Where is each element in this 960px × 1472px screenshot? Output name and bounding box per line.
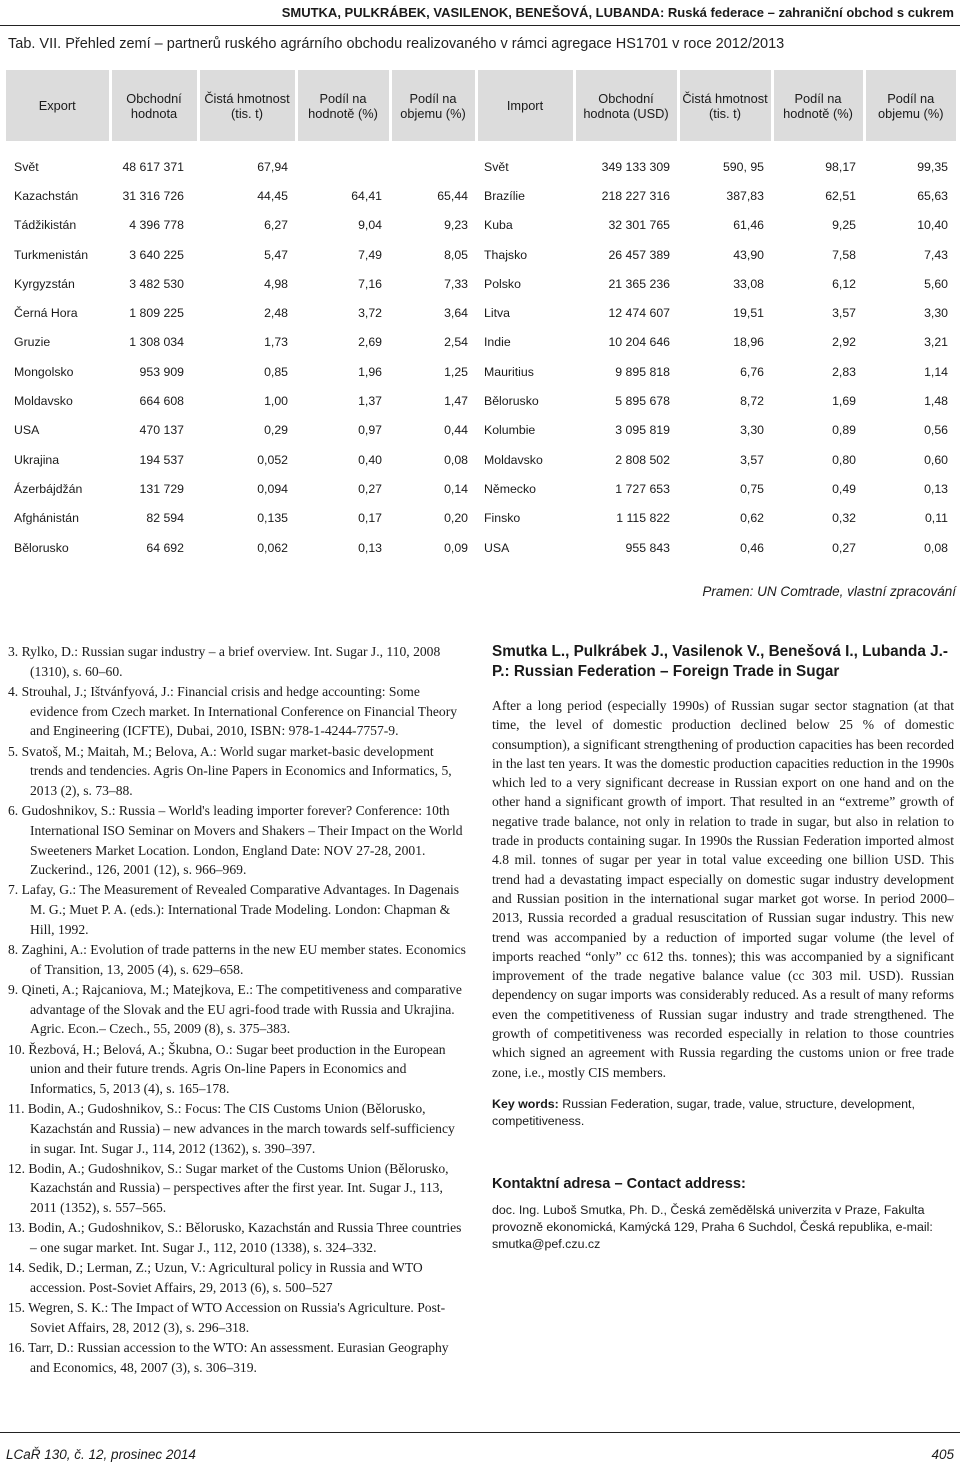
reference-item: 15. Wegren, S. K.: The Impact of WTO Accession on Russia's Agriculture. Post-Soviet Affairs, 28, 2012 (3), s. 296–318.	[8, 1300, 446, 1335]
table-cell: 0,49	[832, 481, 856, 496]
table-cell: Moldavsko	[484, 452, 543, 467]
table-cell: 2 808 502	[615, 452, 670, 467]
reference-item: 11. Bodin, A.; Gudoshnikov, S.: Focus: The CIS Customs Union (Bělorusko, Kazachstán and Russia) – new advances in the march towards self-sufficiency in sugar. Int. Sugar J., 114, 2012 (1362), s. 390–397.	[8, 1101, 455, 1156]
table-cell: Bělorusko	[484, 394, 539, 409]
table-cell: USA	[484, 540, 510, 555]
header-export-value: Obchodní hodnota	[110, 70, 198, 141]
table-cell: 349 133 309	[601, 159, 670, 174]
table-cell: 82 594	[146, 511, 184, 526]
table-cell: Svět	[14, 159, 39, 174]
table-cell: 3,57	[832, 306, 856, 321]
table-cell: 590, 95	[722, 159, 764, 174]
table-row	[6, 474, 956, 503]
table-cell: 0,062	[257, 540, 288, 555]
table-cell: 0,094	[257, 481, 288, 496]
table-cell: 953 909	[139, 364, 184, 379]
table-cell: 18,96	[733, 335, 764, 350]
table-cell: 1 809 225	[129, 306, 184, 321]
table-cell: 0,97	[358, 423, 382, 438]
table-cell: 0,052	[257, 452, 288, 467]
summary-title: Smutka L., Pulkrábek J., Vasilenok V., Benešová I., Lubanda J.-P.: Russian Federation – Foreign Trade in Sugar	[492, 643, 948, 680]
table-cell: 62,51	[825, 188, 856, 203]
header-export-volume-share: Podíl na objemu (%)	[390, 70, 476, 141]
table-cell: 43,90	[733, 247, 764, 262]
reference-item: 13. Bodin, A.; Gudoshnikov, S.: Bělorusko, Kazachstán and Russia Three countries – one sugar market. Int. Sugar J., 112, 2010 (1338), s. 324–332.	[8, 1220, 462, 1256]
reference-item: 6. Gudoshnikov, S.: Russia – World's leading importer forever? Conference: 10th International ISO Seminar on Movers and Shakers – Their Impact on the World Sweeteners Market Location. London, England Date: NOV 27-28, 2001. Zuckerind., 126, 2001 (12), s. 966–969.	[8, 803, 463, 878]
table-cell: 1,00	[264, 394, 288, 409]
table-row	[6, 328, 956, 357]
table-cell: Mongolsko	[14, 364, 74, 379]
reference-item: 5. Svatoš, M.; Maitah, M.; Belova, A.: World sugar market-basic development trends and tendencies. Agris On-line Papers in Economics and Informatics, 5, 2013 (2), s. 73–88.	[8, 743, 452, 798]
table-cell: Brazílie	[484, 188, 526, 203]
table-cell: 1,25	[444, 364, 468, 379]
table-cell: 0,17	[358, 511, 382, 526]
english-summary	[492, 642, 954, 1253]
table-cell: Polsko	[484, 276, 521, 291]
keywords-label: Key words:	[492, 1096, 559, 1111]
table-cell: 0,14	[444, 481, 468, 496]
summary-body: After a long period (especially 1990s) of Russian sugar sector stagnation (at that time, the level of domestic production declined below 25 % of domestic consumption), a significant strengthening of production capacities has been recorded in the last ten years. It was the domestic production capacities reduction in the 1990s which led to a very significant decrease in Russian export on one hand and on the other hand a significant growth of import. That resulted in an “extreme” growth of negative trade balance, not only in relation to trade in sugar, but also in relation to trade in products containing sugar. In 1990s the Russian Federation imported almost 4.8 mil. tonnes of sugar per year in total value exceeding one billion USD. This trend had a devastating impact especially on domestic sugar industry development and Russian position in the international sugar market got worse. In period 2000–2013, Russia recorded a gradual resuscitation of Russian sugar industry. This new trend was accompanied by a reduction of imported sugar volume (the level of imports reached “only” cc 612 ths. tonnes); this was accompanied by a significant improvement of the trade negative balance value (cc 303 mil. USD). Russian dependency on sugar imports was considerably reduced. As a result of many reforms even the competitiveness of Russian sugar industry and trade strengthened. The growth of competitiveness was recorded especially in relation to those countries which signed an agreement with Russia regarding the customs union or free trade zone, i.e., mostly CIS members.	[492, 698, 954, 1080]
table-cell: 7,49	[358, 247, 382, 262]
reference-item: 12. Bodin, A.; Gudoshnikov, S.: Sugar market of the Customs Union (Bělorusko, Kazachstán and Russia) – perspectives after the first year. Int. Sugar J., 113, 2011 (1352), s. 557–565.	[8, 1160, 449, 1216]
table-cell: 0,13	[358, 540, 382, 555]
reference-item: 7. Lafay, G.: The Measurement of Revealed Comparative Advantages. In Dagenais M. G.; Muet P. A. (eds.): International Trade Modeling. London: Chapman & Hill, 1992.	[8, 882, 460, 937]
table-row	[6, 240, 956, 269]
table-cell: 9,23	[444, 218, 468, 233]
table-cell: 5,60	[924, 276, 948, 291]
table-cell: 44,45	[257, 188, 288, 203]
table-cell: 7,33	[444, 276, 468, 291]
table-cell: 387,83	[726, 188, 764, 203]
table-cell: 61,46	[733, 218, 764, 233]
table-cell: 0,135	[257, 511, 288, 526]
running-head-text: SMUTKA, PULKRÁBEK, VASILENOK, BENEŠOVÁ, LUBANDA: Ruská federace – zahraniční obchod s cukrem	[281, 5, 954, 20]
reference-item: 3. Rylko, D.: Russian sugar industry – a brief overview. Int. Sugar J., 110, 2008 (1310), s. 60–60.	[8, 644, 441, 679]
table-cell: 4,98	[264, 276, 288, 291]
reference-item: 4. Strouhal, J.; Ištvánfyová, J.: Financial crisis and hedge accounting: Some evidence from Czech market. In International Conference on Financial Theory and Engineering (ICFTE), Dubai, 2010, ISBN: 978-1-4244-7757-9.	[8, 683, 458, 739]
table-cell: Afghánistán	[14, 511, 79, 526]
table-cell: 65,63	[917, 188, 948, 203]
table-cell: 0,89	[832, 423, 856, 438]
reference-item: 9. Qineti, A.; Rajcaniova, M.; Matejkova, E.: The competitiveness and comparative advantage of the Slovak and the EU agri-food trade with Russia and Ukrajina. Agric. Econ.– Czech., 55, 2009 (8), s. 375–383.	[8, 981, 462, 1037]
table-body	[6, 141, 956, 562]
table-row	[6, 504, 956, 533]
table-cell: Finsko	[484, 511, 521, 526]
table-cell: 7,16	[358, 276, 382, 291]
table-row	[6, 357, 956, 386]
table-cell	[296, 152, 390, 181]
table-cell: 2,69	[358, 335, 382, 350]
table-cell: 0,27	[358, 481, 382, 496]
table-cell: 218 227 316	[601, 188, 670, 203]
table-cell: 0,29	[264, 423, 288, 438]
table-cell: 194 537	[139, 452, 184, 467]
table-cell: 31 316 726	[122, 188, 184, 203]
footer-journal: LCaŘ 130, č. 12, prosinec 2014	[6, 1447, 196, 1462]
table-cell: Svět	[484, 159, 509, 174]
table-cell: 131 729	[139, 481, 184, 496]
header-export-value-share: Podíl na hodnotě (%)	[296, 70, 390, 141]
table-cell: 1,48	[924, 394, 948, 409]
table-cell: Ázerbájdžán	[14, 481, 83, 496]
table-cell: Indie	[484, 335, 511, 350]
table-cell: 5 895 678	[615, 394, 670, 409]
table-cell: Thajsko	[484, 247, 528, 262]
table-cell: 9,04	[358, 218, 382, 233]
table-cell: 8,72	[740, 394, 764, 409]
header-export-weight: Čistá hmotnost (tis. t)	[198, 70, 296, 141]
table-cell: 0,11	[924, 511, 948, 526]
table-cell: 0,80	[832, 452, 856, 467]
table-cell: Ukrajina	[14, 452, 60, 467]
table-caption: Tab. VII. Přehled zemí – partnerů ruského agrárního obchodu realizovaného v rámci agregace HS1701 v roce 2012/2013	[8, 36, 785, 52]
table-cell: 9 895 818	[615, 364, 670, 379]
table-cell: 1,47	[444, 394, 468, 409]
table-cell: 3,30	[924, 306, 948, 321]
running-head	[0, 0, 960, 26]
table-cell: 64 692	[146, 540, 184, 555]
table-row	[6, 445, 956, 474]
table-cell: 64,41	[351, 188, 382, 203]
table-cell: 9,25	[832, 218, 856, 233]
table-cell: 0,27	[832, 540, 856, 555]
table-cell: Mauritius	[484, 364, 534, 379]
table-cell: 2,92	[832, 335, 856, 350]
reference-item: 14. Sedik, D.; Lerman, Z.; Uzun, V.: Agricultural policy in Russia and WTO accession. Post-Soviet Affairs, 29, 2013 (6), s. 500–527	[8, 1260, 423, 1295]
trade-table	[6, 70, 956, 562]
table-cell: 8,05	[444, 247, 468, 262]
table-cell: 2,54	[444, 335, 468, 350]
table-cell: 21 365 236	[608, 276, 670, 291]
table-cell: Litva	[484, 306, 510, 321]
table-cell: 7,58	[832, 247, 856, 262]
table-cell: 6,12	[832, 276, 856, 291]
table-cell: 0,20	[444, 511, 468, 526]
table-cell: 0,40	[358, 452, 382, 467]
contact-heading: Kontaktní adresa – Contact address:	[492, 1175, 746, 1192]
contact-body: doc. Ing. Luboš Smutka, Ph. D., Česká zemědělská univerzita v Praze, Fakulta provozně ekonomická, Kamýcká 129, Praha 6 Suchdol, Česká republika, e-mail: smutka@pef.czu.cz	[492, 1202, 933, 1251]
table-cell: 3,72	[358, 306, 382, 321]
table-cell: 6,27	[264, 218, 288, 233]
reference-item: 16. Tarr, D.: Russian accession to the WTO: An assessment. Eurasian Geography and Economics, 48, 2007 (3), s. 306–319.	[8, 1340, 449, 1375]
table-cell: 664 608	[139, 394, 184, 409]
table-cell: 0,60	[924, 452, 948, 467]
table-cell: 48 617 371	[122, 159, 184, 174]
table-row	[6, 181, 956, 210]
table-row	[6, 152, 956, 181]
table-cell: 0,62	[740, 511, 764, 526]
table-cell: Kazachstán	[14, 188, 79, 203]
table-cell: 3,64	[444, 306, 468, 321]
table-row	[6, 269, 956, 298]
table-cell: 65,44	[437, 188, 468, 203]
table-cell: 7,43	[924, 247, 948, 262]
header-export: Export	[6, 70, 110, 141]
table-cell	[390, 152, 476, 181]
header-import-volume-share: Podíl na objemu (%)	[864, 70, 956, 141]
table-cell: Kuba	[484, 218, 513, 233]
reference-list	[8, 642, 468, 1378]
table-cell: 0,09	[444, 540, 468, 555]
table-cell: Bělorusko	[14, 540, 69, 555]
table-cell: 10,40	[917, 218, 948, 233]
table-cell: 19,51	[733, 306, 764, 321]
table-header-row	[6, 70, 956, 141]
table-cell: 2,83	[832, 364, 856, 379]
table-cell: 32 301 765	[608, 218, 670, 233]
header-import: Import	[476, 70, 574, 141]
table-cell: 33,08	[733, 276, 764, 291]
table-cell: USA	[14, 423, 40, 438]
table-cell: 1,69	[832, 394, 856, 409]
table-cell: 0,13	[924, 481, 948, 496]
table-cell: Tádžikistán	[14, 218, 77, 233]
table-cell: Kyrgyzstán	[14, 276, 75, 291]
table-cell: 0,75	[740, 481, 764, 496]
table-cell: 1 308 034	[129, 335, 184, 350]
table-cell: 67,94	[257, 159, 288, 174]
table-row	[6, 533, 956, 562]
table-cell: 0,46	[740, 540, 764, 555]
table-row	[6, 298, 956, 327]
table-cell: 3 095 819	[615, 423, 670, 438]
table-cell: 1,96	[358, 364, 382, 379]
table-source: Pramen: UN Comtrade, vlastní zpracování	[702, 584, 956, 599]
table-cell: 12 474 607	[608, 306, 670, 321]
table-cell: 99,35	[917, 159, 948, 174]
table-cell: 6,76	[740, 364, 764, 379]
table-cell: Moldavsko	[14, 394, 73, 409]
table-cell: Německo	[484, 481, 536, 496]
table-cell: 0,32	[832, 511, 856, 526]
keywords-text: Russian Federation, sugar, trade, value, structure, development, competitiveness.	[492, 1096, 915, 1128]
table-cell: 0,56	[924, 423, 948, 438]
reference-item: 10. Řezbová, H.; Belová, A.; Škubna, O.: Sugar beet production in the European union and their future trends. Agris On-line Papers in Economics and Informatics, 5, 2013 (4), s. 165–178.	[8, 1041, 446, 1096]
table-cell: 26 457 389	[608, 247, 670, 262]
table-cell: 98,17	[825, 159, 856, 174]
reference-item: 8. Zaghini, A.: Evolution of trade patterns in the new EU member states. Economics of Transition, 13, 2005 (4), s. 629–658.	[8, 942, 466, 977]
table-cell: 1,14	[924, 364, 948, 379]
table-cell: 1,73	[264, 335, 288, 350]
table-cell: 3,21	[924, 335, 948, 350]
table-cell: 470 137	[139, 423, 184, 438]
table-cell: 10 204 646	[608, 335, 670, 350]
page-number: 405	[931, 1447, 954, 1462]
table-cell: 0,08	[444, 452, 468, 467]
table-cell: 1,37	[358, 394, 382, 409]
page-footer	[0, 1432, 960, 1472]
table-cell: 2,48	[264, 306, 288, 321]
table-row	[6, 386, 956, 415]
table-row	[6, 416, 956, 445]
header-import-value: Obchodní hodnota (USD)	[574, 70, 678, 141]
table-cell: 0,08	[924, 540, 948, 555]
table-cell: 3 640 225	[129, 247, 184, 262]
table-cell: 4 396 778	[129, 218, 184, 233]
keywords	[492, 1096, 954, 1130]
table-cell: 3,57	[740, 452, 764, 467]
table-cell: 3 482 530	[129, 276, 184, 291]
table-row	[6, 211, 956, 240]
header-import-value-share: Podíl na hodnotě (%)	[772, 70, 864, 141]
header-import-weight: Čistá hmotnost (tis. t)	[678, 70, 772, 141]
table-cell: Kolumbie	[484, 423, 536, 438]
table-cell: 955 843	[625, 540, 670, 555]
table-cell: 1 115 822	[616, 511, 670, 526]
table-cell: 3,30	[740, 423, 764, 438]
table-cell: 0,85	[264, 364, 288, 379]
table-cell: Černá Hora	[14, 306, 78, 321]
table-cell: Gruzie	[14, 335, 51, 350]
table-cell: 1 727 653	[615, 481, 670, 496]
table-cell: Turkmenistán	[14, 247, 89, 262]
table-cell: 0,44	[444, 423, 468, 438]
table-cell: 5,47	[264, 247, 288, 262]
